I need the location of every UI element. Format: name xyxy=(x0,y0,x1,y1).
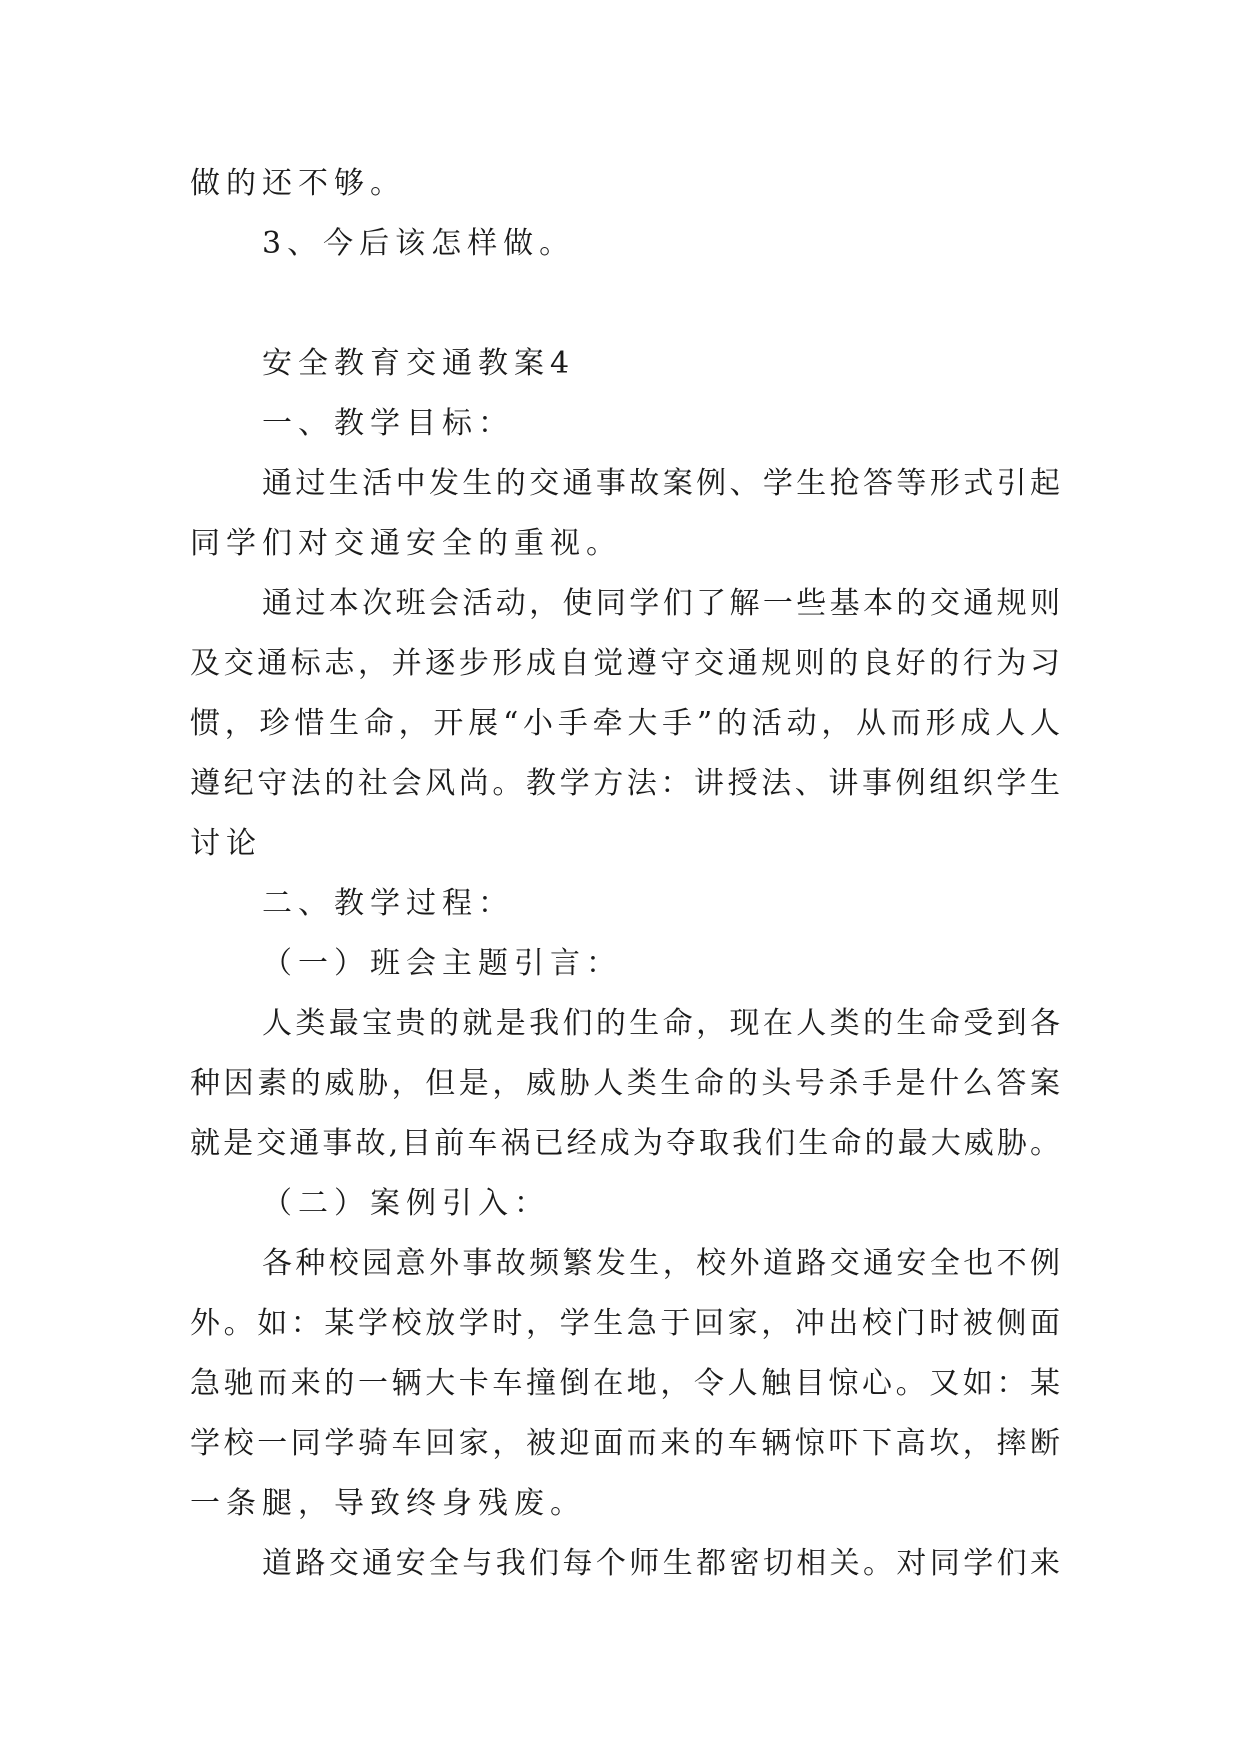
text-line: 外。如：某学校放学时，学生急于回家，冲出校门时被侧面 xyxy=(190,1306,1060,1341)
text-line: 道路交通安全与我们每个师生都密切相关。对同学们来 xyxy=(262,1546,1060,1581)
text-line: 通过生活中发生的交通事故案例、学生抢答等形式引起 xyxy=(262,466,1060,501)
text-line: 急驰而来的一辆大卡车撞倒在地，令人触目惊心。又如：某 xyxy=(190,1366,1060,1401)
paragraph xyxy=(190,994,1060,1174)
text-line: 通过本次班会活动，使同学们了解一些基本的交通规则 xyxy=(262,586,1060,621)
paragraph xyxy=(190,1534,1060,1594)
blank-line xyxy=(190,274,1060,334)
text-line: 讨论 xyxy=(190,826,262,861)
text-line: 人类最宝贵的就是我们的生命，现在人类的生命受到各 xyxy=(262,1006,1060,1041)
paragraph xyxy=(190,934,1060,994)
text-line: 做的还不够。 xyxy=(190,166,406,201)
text-line: 种因素的威胁，但是，威胁人类生命的头号杀手是什么答案 xyxy=(190,1066,1060,1101)
paragraph xyxy=(190,874,1060,934)
text-line: 一、教学目标： xyxy=(262,406,514,441)
text-line: 就是交通事故,目前车祸已经成为夺取我们生命的最大威胁。 xyxy=(190,1126,1060,1161)
text-line: 安全教育交通教案4 xyxy=(262,346,576,381)
section-title xyxy=(190,334,1060,394)
text-line: 一条腿，导致终身残废。 xyxy=(190,1486,586,1521)
paragraph xyxy=(190,454,1060,574)
paragraph xyxy=(190,154,1060,214)
text-line: 惯，珍惜生命，开展“小手牵大手”的活动，从而形成人人 xyxy=(190,706,1060,741)
paragraph xyxy=(190,394,1060,454)
text-line: 同学们对交通安全的重视。 xyxy=(190,526,622,561)
paragraph xyxy=(190,1234,1060,1534)
paragraph xyxy=(190,214,1060,274)
text-line: 学校一同学骑车回家，被迎面而来的车辆惊吓下高坎，摔断 xyxy=(190,1426,1060,1461)
text-line: 及交通标志，并逐步形成自觉遵守交通规则的良好的行为习 xyxy=(190,646,1060,681)
paragraph xyxy=(190,1174,1060,1234)
document-page-body xyxy=(190,154,1060,1594)
paragraph xyxy=(190,574,1060,874)
text-line: 遵纪守法的社会风尚。教学方法：讲授法、讲事例组织学生 xyxy=(190,766,1060,801)
text-line: 3、今后该怎样做。 xyxy=(262,226,576,261)
text-line: 各种校园意外事故频繁发生，校外道路交通安全也不例 xyxy=(262,1246,1060,1281)
text-line: 二、教学过程： xyxy=(262,886,514,921)
text-line: （一）班会主题引言： xyxy=(262,946,622,981)
text-line: （二）案例引入： xyxy=(262,1186,550,1221)
